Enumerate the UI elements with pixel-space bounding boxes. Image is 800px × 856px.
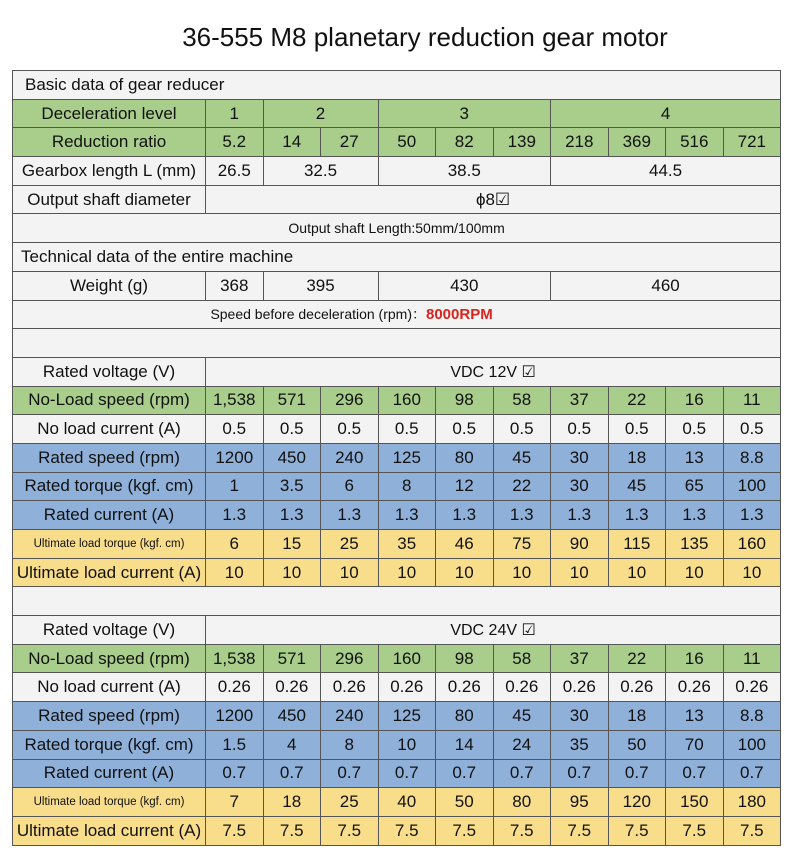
table-cell: 75 <box>493 530 551 559</box>
table-cell: 30 <box>551 702 609 731</box>
table-cell: 0.7 <box>321 759 379 788</box>
table-cell: 0.5 <box>493 415 551 444</box>
table-cell: 50 <box>608 730 666 759</box>
table-row <box>13 816 781 845</box>
table-cell: 160 <box>723 530 781 559</box>
row-label: Gearbox length L (mm) <box>13 157 206 186</box>
row-label: Rated torque (kgf. cm) <box>13 472 206 501</box>
table-cell: 1200 <box>206 702 264 731</box>
table-cell: 1,538 <box>206 386 264 415</box>
table-cell: 115 <box>608 530 666 559</box>
table-cell: 7.5 <box>493 816 551 845</box>
table-cell: 45 <box>493 702 551 731</box>
table-cell: 80 <box>436 702 494 731</box>
table-cell: 58 <box>493 386 551 415</box>
table-cell: 7.5 <box>321 816 379 845</box>
table-cell: 368 <box>206 271 264 300</box>
table-cell: 32.5 <box>263 157 378 186</box>
row-label: Ultimate load current (A) <box>13 558 206 587</box>
table-cell: 571 <box>263 386 321 415</box>
section-title-basic: Basic data of gear reducer <box>13 71 781 100</box>
table-cell: 58 <box>493 644 551 673</box>
table-cell: 0.5 <box>436 415 494 444</box>
row-label: Weight (g) <box>13 271 206 300</box>
table-cell: 0.26 <box>551 673 609 702</box>
table-cell: 0.7 <box>263 759 321 788</box>
table-cell: 1.3 <box>666 501 724 530</box>
table-cell: 1.5 <box>206 730 264 759</box>
table-cell: 1.3 <box>378 501 436 530</box>
table-cell: 11 <box>723 644 781 673</box>
table-cell: 0.5 <box>551 415 609 444</box>
table-cell: 10 <box>493 558 551 587</box>
table-cell: 25 <box>321 530 379 559</box>
table-cell: 10 <box>436 558 494 587</box>
table-cell: 14 <box>263 128 321 157</box>
table-cell: 7 <box>206 788 264 817</box>
table-row <box>13 759 781 788</box>
table-cell: 7.5 <box>723 816 781 845</box>
table-cell: 120 <box>608 788 666 817</box>
table-cell: 70 <box>666 730 724 759</box>
table-cell: 0.7 <box>551 759 609 788</box>
row-label: Rated current (A) <box>13 759 206 788</box>
table-cell: 18 <box>608 443 666 472</box>
table-cell: 35 <box>551 730 609 759</box>
table-cell: 450 <box>263 702 321 731</box>
table-cell: 0.26 <box>436 673 494 702</box>
table-cell: 50 <box>436 788 494 817</box>
table-cell: 10 <box>723 558 781 587</box>
speed-before-note <box>13 300 781 329</box>
table-cell: 10 <box>551 558 609 587</box>
table-cell: 38.5 <box>378 157 551 186</box>
table-cell: 100 <box>723 472 781 501</box>
table-cell: 0.7 <box>493 759 551 788</box>
table-row-speed-before <box>13 300 781 329</box>
speed-before-label: Speed before deceleration (rpm)： <box>210 306 426 323</box>
table-cell: 1.3 <box>723 501 781 530</box>
table-row-ratio <box>13 128 781 157</box>
table-cell: 1.3 <box>608 501 666 530</box>
table-cell: 125 <box>378 443 436 472</box>
table-row-deceleration <box>13 99 781 128</box>
table-cell: 16 <box>666 386 724 415</box>
row-label: Ultimate load torque (kgf. cm) <box>13 788 206 817</box>
table-cell: 139 <box>493 128 551 157</box>
table-cell: 16 <box>666 644 724 673</box>
speed-before-value: 8000RPM <box>426 306 493 324</box>
table-cell: 8 <box>378 472 436 501</box>
table-cell: 98 <box>436 386 494 415</box>
table-cell: 240 <box>321 443 379 472</box>
table-row <box>13 788 781 817</box>
table-cell: 30 <box>551 472 609 501</box>
row-label: Deceleration level <box>13 99 206 128</box>
table-cell: 395 <box>263 271 378 300</box>
table-cell: 4 <box>263 730 321 759</box>
table-cell: 240 <box>321 702 379 731</box>
table-cell: 180 <box>723 788 781 817</box>
table-row-shaft-diameter <box>13 185 781 214</box>
table-cell: 516 <box>666 128 724 157</box>
table-cell: 1 <box>206 472 264 501</box>
spacer-cell <box>13 587 781 616</box>
row-label: Rated speed (rpm) <box>13 443 206 472</box>
table-cell: 44.5 <box>551 157 781 186</box>
table-cell: 10 <box>321 558 379 587</box>
row-label: No-Load speed (rpm) <box>13 386 206 415</box>
table-cell: 14 <box>436 730 494 759</box>
table-cell: 0.7 <box>206 759 264 788</box>
table-cell: 3 <box>378 99 551 128</box>
table-cell: 1.3 <box>493 501 551 530</box>
row-label: No-Load speed (rpm) <box>13 644 206 673</box>
table-cell: 7.5 <box>551 816 609 845</box>
table-cell: 4 <box>551 99 781 128</box>
voltage-block-12v <box>13 357 781 587</box>
table-cell: 1.3 <box>321 501 379 530</box>
table-cell: 27 <box>321 128 379 157</box>
table-cell: 450 <box>263 443 321 472</box>
table-cell: 10 <box>263 558 321 587</box>
table-cell: 0.26 <box>378 673 436 702</box>
table-cell: 65 <box>666 472 724 501</box>
table-cell: 90 <box>551 530 609 559</box>
table-cell: 571 <box>263 644 321 673</box>
table-cell: 0.7 <box>436 759 494 788</box>
table-row <box>13 644 781 673</box>
row-label: No load current (A) <box>13 673 206 702</box>
table-cell: 45 <box>608 472 666 501</box>
table-row <box>13 558 781 587</box>
row-label: No load current (A) <box>13 415 206 444</box>
table-cell: 6 <box>321 472 379 501</box>
table-cell: 3.5 <box>263 472 321 501</box>
row-label: Reduction ratio <box>13 128 206 157</box>
table-cell: 13 <box>666 443 724 472</box>
table-cell: 40 <box>378 788 436 817</box>
table-cell: 10 <box>378 730 436 759</box>
table-cell: 150 <box>666 788 724 817</box>
table-cell: ϕ8☑ <box>206 185 781 214</box>
table-cell: 25 <box>321 788 379 817</box>
table-cell: 2 <box>263 99 378 128</box>
table-row <box>13 673 781 702</box>
section-row-technical <box>13 243 781 272</box>
table-row-voltage <box>13 357 781 386</box>
table-row <box>13 530 781 559</box>
table-cell: 0.26 <box>666 673 724 702</box>
table-cell: 0.5 <box>263 415 321 444</box>
table-cell: 10 <box>378 558 436 587</box>
table-cell: 80 <box>493 788 551 817</box>
table-cell: 7.5 <box>206 816 264 845</box>
table-cell: 1,538 <box>206 644 264 673</box>
table-cell: 7.5 <box>666 816 724 845</box>
table-cell: 135 <box>666 530 724 559</box>
table-row <box>13 443 781 472</box>
table-cell: 30 <box>551 443 609 472</box>
table-cell: 6 <box>206 530 264 559</box>
table-cell: 50 <box>378 128 436 157</box>
table-cell: 721 <box>723 128 781 157</box>
table-cell: 5.2 <box>206 128 264 157</box>
shaft-length-note: Output shaft Length:50mm/100mm <box>13 214 781 243</box>
table-row <box>13 702 781 731</box>
table-row <box>13 415 781 444</box>
section-title-technical: Technical data of the entire machine <box>13 243 781 272</box>
table-cell: 0.26 <box>493 673 551 702</box>
table-cell: 26.5 <box>206 157 264 186</box>
table-cell: 18 <box>263 788 321 817</box>
table-cell: 98 <box>436 644 494 673</box>
table-row <box>13 386 781 415</box>
table-cell: 7.5 <box>378 816 436 845</box>
table-cell: 369 <box>608 128 666 157</box>
voltage-block-24v <box>13 616 781 846</box>
table-cell: 0.5 <box>206 415 264 444</box>
table-cell: 15 <box>263 530 321 559</box>
table-cell: 296 <box>321 386 379 415</box>
table-cell: 35 <box>378 530 436 559</box>
table-cell: 0.26 <box>321 673 379 702</box>
table-cell: 80 <box>436 443 494 472</box>
row-label: Rated voltage (V) <box>13 616 206 645</box>
table-cell: 82 <box>436 128 494 157</box>
table-row-shaft-length <box>13 214 781 243</box>
table-cell: 7.5 <box>608 816 666 845</box>
spacer-row <box>13 587 781 616</box>
table-cell: 218 <box>551 128 609 157</box>
table-cell: 0.5 <box>608 415 666 444</box>
row-label: Rated torque (kgf. cm) <box>13 730 206 759</box>
table-cell: 8.8 <box>723 702 781 731</box>
table-cell: 296 <box>321 644 379 673</box>
row-label: Ultimate load torque (kgf. cm) <box>13 530 206 559</box>
table-cell: 460 <box>551 271 781 300</box>
table-cell: 22 <box>608 386 666 415</box>
table-cell: 46 <box>436 530 494 559</box>
table-cell: 18 <box>608 702 666 731</box>
voltage-value: VDC 24V ☑ <box>206 616 781 645</box>
table-cell: 0.7 <box>723 759 781 788</box>
table-cell: 0.5 <box>666 415 724 444</box>
table-row <box>13 501 781 530</box>
table-cell: 0.7 <box>378 759 436 788</box>
table-cell: 22 <box>608 644 666 673</box>
table-row <box>13 472 781 501</box>
row-label: Output shaft diameter <box>13 185 206 214</box>
table-row-length <box>13 157 781 186</box>
table-cell: 1200 <box>206 443 264 472</box>
voltage-value: VDC 12V ☑ <box>206 357 781 386</box>
row-label: Ultimate load current (A) <box>13 816 206 845</box>
table-cell: 1.3 <box>206 501 264 530</box>
table-cell: 45 <box>493 443 551 472</box>
table-cell: 7.5 <box>263 816 321 845</box>
table-cell: 125 <box>378 702 436 731</box>
table-cell: 100 <box>723 730 781 759</box>
row-label: Rated speed (rpm) <box>13 702 206 731</box>
spacer-cell <box>13 329 781 358</box>
table-cell: 8.8 <box>723 443 781 472</box>
table-cell: 37 <box>551 386 609 415</box>
table-cell: 0.26 <box>206 673 264 702</box>
table-cell: 160 <box>378 644 436 673</box>
table-cell: 10 <box>206 558 264 587</box>
table-cell: 0.26 <box>263 673 321 702</box>
table-cell: 11 <box>723 386 781 415</box>
spec-table <box>12 70 781 846</box>
table-cell: 12 <box>436 472 494 501</box>
table-cell: 13 <box>666 702 724 731</box>
table-cell: 1.3 <box>436 501 494 530</box>
table-cell: 0.5 <box>378 415 436 444</box>
table-cell: 8 <box>321 730 379 759</box>
table-cell: 10 <box>608 558 666 587</box>
table-cell: 1 <box>206 99 264 128</box>
table-row-weight <box>13 271 781 300</box>
table-row-voltage <box>13 616 781 645</box>
table-cell: 37 <box>551 644 609 673</box>
table-cell: 1.3 <box>263 501 321 530</box>
table-cell: 7.5 <box>436 816 494 845</box>
row-label: Rated current (A) <box>13 501 206 530</box>
table-cell: 0.7 <box>666 759 724 788</box>
table-cell: 10 <box>666 558 724 587</box>
table-row <box>13 730 781 759</box>
section-row-basic <box>13 71 781 100</box>
table-cell: 160 <box>378 386 436 415</box>
spacer-row <box>13 329 781 358</box>
page-title: 36-555 M8 planetary reduction gear motor <box>182 22 668 52</box>
table-cell: 430 <box>378 271 551 300</box>
table-cell: 0.26 <box>608 673 666 702</box>
table-cell: 1.3 <box>551 501 609 530</box>
table-cell: 0.26 <box>723 673 781 702</box>
table-cell: 0.7 <box>608 759 666 788</box>
table-cell: 24 <box>493 730 551 759</box>
row-label: Rated voltage (V) <box>13 357 206 386</box>
table-cell: 0.5 <box>723 415 781 444</box>
table-cell: 0.5 <box>321 415 379 444</box>
table-cell: 95 <box>551 788 609 817</box>
table-cell: 22 <box>493 472 551 501</box>
